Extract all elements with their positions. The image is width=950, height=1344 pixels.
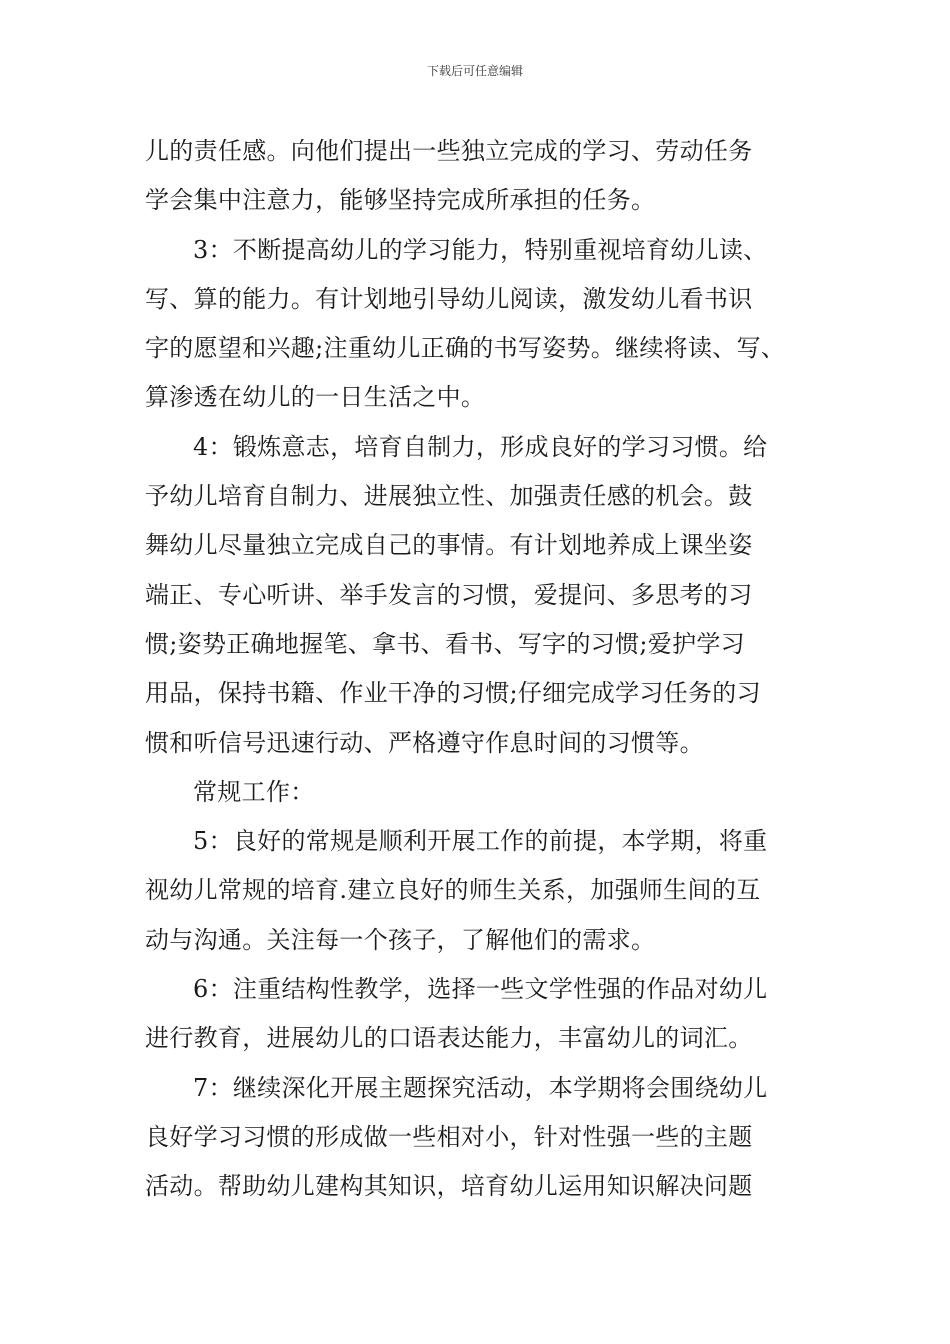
text-line: 常规工作：: [193, 777, 315, 806]
text-line: 儿的责任感。向他们提出一些独立完成的学习、劳动任务: [145, 137, 753, 165]
text-line: 5：良好的常规是顺利开展工作的前提，本学期，将重: [193, 827, 768, 856]
text-line: 6：注重结构性教学，选择一些文学性强的作品对幼儿: [193, 975, 768, 1004]
text-line: 7：继续深化开展主题探究活动，本学期将会围绕幼儿: [193, 1073, 768, 1102]
text-line: 良好学习习惯的形成做一些相对小，针对性强一些的主题: [145, 1122, 753, 1151]
text-line: 端正、专心听讲、举手发言的习惯，爱提问、多思考的习: [145, 580, 753, 609]
text-line: 予幼儿培育自制力、进展独立性、加强责任感的机会。鼓: [145, 482, 753, 511]
text-line: 算渗透在幼儿的一日生活之中。: [145, 383, 486, 412]
text-line: 惯;姿势正确地握笔、拿书、看书、写字的习惯;爱护学习: [145, 629, 745, 658]
document-body: [145, 127, 807, 1212]
text-line: 进行教育，进展幼儿的口语表达能力，丰富幼儿的词汇。: [145, 1024, 753, 1053]
text-line: 3：不断提高幼儿的学习能力，特别重视培育幼儿读、: [193, 235, 768, 264]
text-line: 学会集中注意力，能够坚持完成所承担的任务。: [145, 186, 656, 215]
text-line: 写、算的能力。有计划地引导幼儿阅读，激发幼儿看书识: [145, 284, 753, 313]
page-header: 下载后可任意编辑: [426, 64, 523, 78]
text-line: 动与沟通。关注每一个孩子，了解他们的需求。: [145, 925, 656, 954]
text-line: 用品，保持书籍、作业干净的习惯;仔细完成学习任务的习: [145, 679, 761, 708]
text-line: 活动。帮助幼儿建构其知识，培育幼儿运用知识解决问题: [145, 1172, 753, 1201]
text-line: 4：锻炼意志，培育自制力，形成良好的学习习惯。给: [193, 432, 768, 461]
text-line: 惯和听信号迅速行动、严格遵守作息时间的习惯等。: [145, 728, 704, 757]
text-line: 舞幼儿尽量独立完成自己的事情。有计划地养成上课坐姿: [145, 531, 753, 560]
text-line: 视幼儿常规的培育.建立良好的师生关系，加强师生间的互: [145, 876, 761, 905]
text-line: 字的愿望和兴趣;注重幼儿正确的书写姿势。继续将读、写、: [145, 334, 786, 363]
